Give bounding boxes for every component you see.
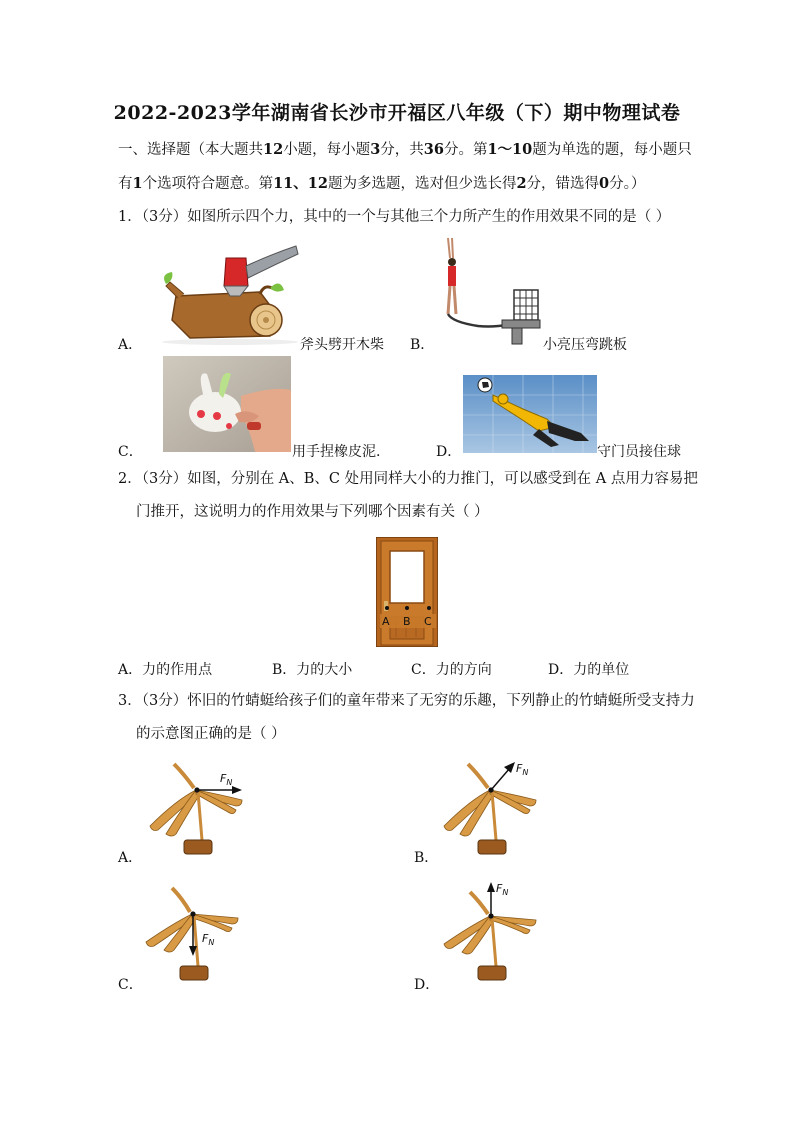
section-heading-line1: 一、选择题（本大题共12小题，每小题3分，共36分。第1～10题为单选的题，每小题只	[118, 141, 692, 158]
q3-option-c[interactable]: C．	[118, 977, 143, 993]
q1-stem: 1．（3分）如图所示四个力，其中的一个与其他三个力所产生的作用效果不同的是（ ）	[118, 209, 671, 225]
q2-stem-line2: 门推开，这说明力的作用效果与下列哪个因素有关（ ）	[136, 504, 489, 520]
q3a-force-label: F	[220, 772, 227, 785]
q1-figure-goalkeeper	[463, 375, 597, 457]
svg-text:FN	[202, 932, 214, 947]
q3-figure-b	[440, 758, 540, 862]
q1-option-a-caption: 斧头劈开木柴	[300, 337, 384, 353]
q1-option-b-letter: B．	[410, 337, 435, 353]
q2-option-b[interactable]: B．力的大小	[272, 662, 353, 678]
q1-option-c-letter: C．	[118, 444, 143, 460]
q1-option-b-caption: 小亮压弯跳板	[543, 337, 627, 353]
q3b-force-sub: N	[522, 768, 529, 777]
svg-text:FN	[220, 772, 232, 787]
q1-figure-plasticine	[163, 356, 291, 456]
q3d-force-sub: N	[502, 888, 509, 897]
q3-figure-a	[146, 760, 246, 864]
door-label-b: B	[403, 615, 411, 628]
page-title: 2022-2023学年湖南省长沙市开福区八年级（下）期中物理试卷	[113, 102, 681, 124]
q1-option-c-caption: 用手捏橡皮泥.	[292, 444, 381, 460]
q3c-force-sub: N	[208, 938, 215, 947]
q2-figure-door	[376, 537, 438, 651]
q2-option-d[interactable]: D．力的单位	[548, 662, 630, 678]
q2-stem-line1: 2．（3分）如图，分别在 A、B、C 处用同样大小的力推门，可以感受到在 A 点用力容易把	[118, 471, 698, 487]
section-heading-line2: 有1个选项符合题意。第11、12题为多选题，选对但少选长得2分，错选得0分。）	[118, 175, 646, 192]
q3d-force-label: F	[496, 882, 503, 895]
q3-figure-c	[142, 884, 242, 988]
q3a-force-sub: N	[226, 778, 233, 787]
svg-text:FN	[496, 882, 508, 897]
q3-option-d[interactable]: D．	[414, 977, 440, 993]
q3c-force-label: F	[202, 932, 209, 945]
q3-stem-line1: 3．（3分）怀旧的竹蜻蜓给孩子们的童年带来了无穷的乐趣，下列静止的竹蜻蜓所受支持力	[118, 693, 695, 709]
door-label-a: A	[382, 615, 390, 628]
q3-stem-line2: 的示意图正确的是（ ）	[136, 726, 286, 742]
q2-option-c[interactable]: C．力的方向	[411, 662, 492, 678]
q1-option-d-letter: D．	[436, 444, 462, 460]
q1-figure-axe	[160, 238, 300, 350]
door-label-c: C	[424, 615, 432, 628]
q1-option-a-letter: A．	[118, 337, 143, 353]
q3-figure-d	[440, 880, 540, 988]
q1-figure-diving-board	[428, 236, 544, 350]
q1-option-d-caption: 守门员接住球	[597, 444, 681, 460]
q3-option-a[interactable]: A．	[118, 850, 143, 866]
q2-option-a[interactable]: A．力的作用点	[118, 662, 213, 678]
q3b-force-label: F	[516, 762, 523, 775]
svg-text:FN	[516, 762, 528, 777]
q3-option-b[interactable]: B．	[414, 850, 439, 866]
